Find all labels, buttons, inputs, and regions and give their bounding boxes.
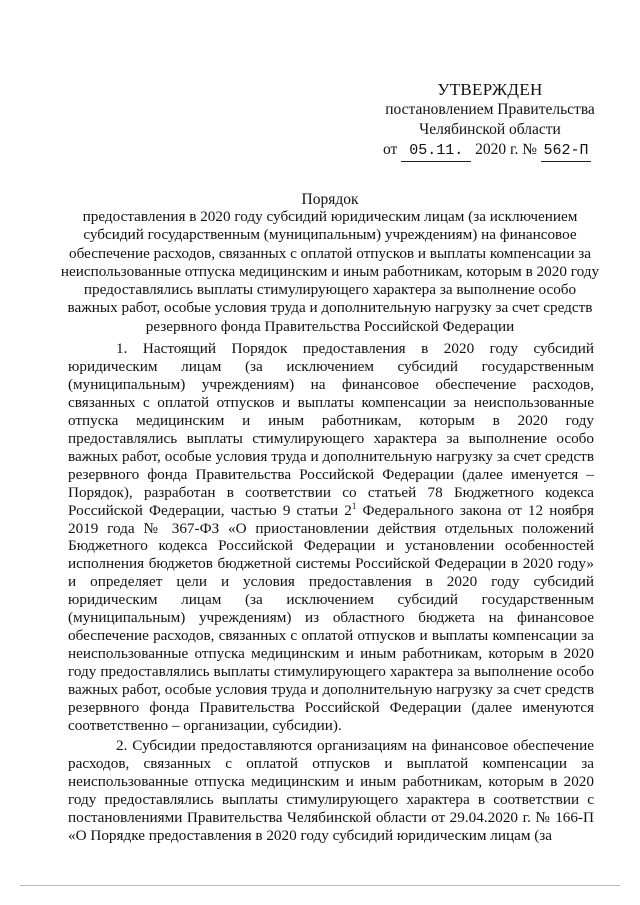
page-bottom-rule [20,885,620,886]
approval-title: УТВЕРЖДЕН [437,80,543,99]
approval-line-1: постановлением Правительства [385,101,595,118]
approval-line-2: Челябинской области [419,121,561,138]
paragraph-1-text-a: 1. Настоящий Порядок предоставления в 2020 году субсидий юридическим лицам (за исключением субсидий государственным (муниципальным) учреждениям) на финансовое обеспечение расходов, связанных с оплатой отпусков и выплаты компенсации за неиспользованные отпуска медицинским и иным работникам, которым в 2020 году предоставлялись выплаты стимулирующего характера за выполнение особо важных работ, особые условия труда и дополнительную нагрузку за счет средств резервного фонда Правительства Российской Федерации (далее именуется – Порядок), разработан в соответствии со статьей 78 Бюджетного кодекса Российской Федерации, частью 9 статьи 2 [68,340,594,519]
document-body [68,340,594,847]
approval-stamp [375,80,605,162]
approval-number: 562-П [541,141,591,162]
approval-date-line [375,140,605,162]
approval-year: 2020 г. № [475,141,538,158]
date-prefix: от [383,141,398,158]
paragraph-1 [68,340,594,735]
document-subtitle: предоставления в 2020 году субсидий юридическим лицам (за исключением субсидий государственным (муниципальным) учреждениям) на финансовое обеспечение расходов, связанных с оплатой отпусков и выплаты компенсации за неиспользованные отпуска медицинским и иным работникам, которым в 2020 году предоставлялись выплаты стимулирующего характера за выполнение особо важных работ, особые условия труда и дополнительную нагрузку за счет средств резервного фонда Правительства Российской Федерации [60,208,600,335]
superscript-1: 1 [351,500,357,511]
paragraph-1-text-b: Федерального закона от 12 ноября 2019 года № 367-ФЗ «О приостановлении действия отдельных положений Бюджетного кодекса Российской Федерации и установлении особенностей исполнения бюджетов бюджетной системы Российской Федерации в 2020 году» и определяет цели и условия предоставления в 2020 году субсидий юридическим лицам (за исключением субсидий государственным (муниципальным) учреждениям) из областного бюджета на финансовое обеспечение расходов, связанных с оплатой отпусков и выплаты компенсации за неиспользованные отпуска медицинским и иным работникам, которым в 2020 году предоставлялись выплаты стимулирующего характера за выполнение особо важных работ, особые условия труда и дополнительную нагрузку за счет средств резервного фонда Правительства Российской Федерации (далее именуются соответственно – организации, субсидии). [68,501,594,735]
approval-date: 05.11. [401,141,471,162]
document-title: Порядок [301,191,359,208]
paragraph-2: 2. Субсидии предоставляются организациям на финансовое обеспечение расходов, связанных с оплатой отпусков и выплатой компенсации за неиспользованные отпуска медицинским и иным работникам, которым в 2020 году предоставлялись выплаты стимулирующего характера в соответствии с постановлениями Правительства Челябинской области от 29.04.2020 г. № 166-П «О Порядке предоставления в 2020 году субсидий юридическим лицам (за [68,736,594,844]
